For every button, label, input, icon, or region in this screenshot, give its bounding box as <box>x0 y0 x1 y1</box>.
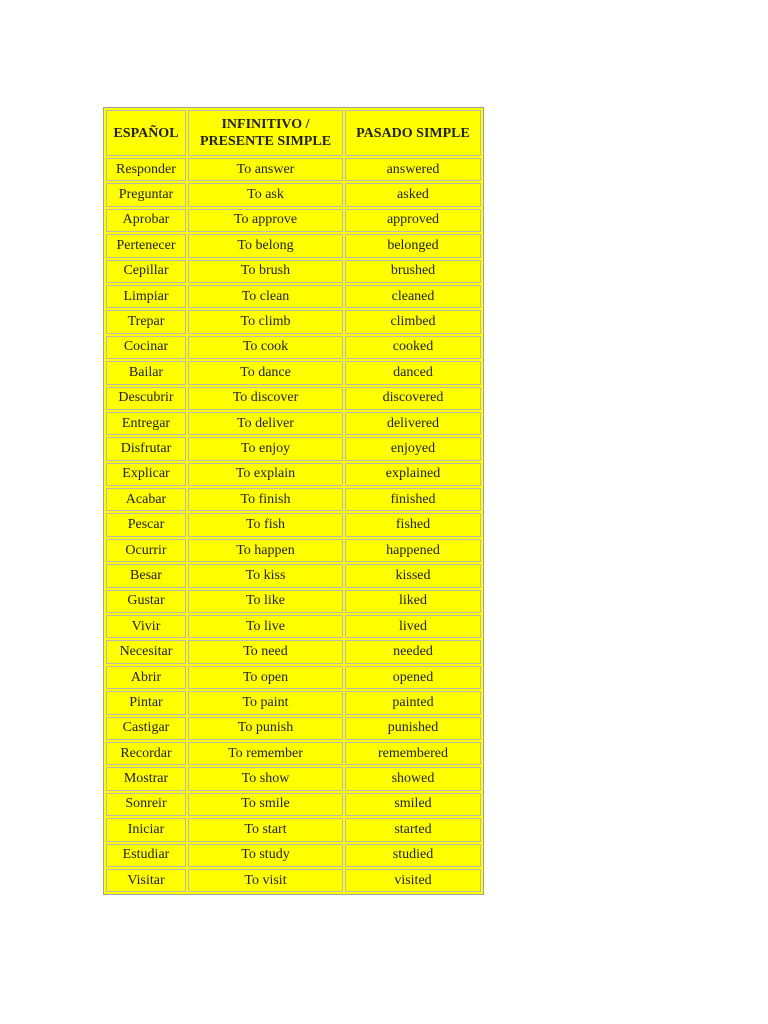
cell-infinitivo: To fish <box>188 513 343 536</box>
cell-pasado: kissed <box>345 564 481 587</box>
cell-pasado: liked <box>345 590 481 613</box>
cell-espanol: Aprobar <box>106 209 186 232</box>
table-row <box>106 742 481 765</box>
cell-infinitivo: To clean <box>188 285 343 308</box>
table-row <box>106 539 481 562</box>
cell-pasado: delivered <box>345 412 481 435</box>
table-row <box>106 310 481 333</box>
cell-pasado: climbed <box>345 310 481 333</box>
table-row <box>106 844 481 867</box>
cell-espanol: Pintar <box>106 691 186 714</box>
cell-pasado: showed <box>345 767 481 790</box>
table-row <box>106 717 481 740</box>
table-row <box>106 412 481 435</box>
cell-pasado: asked <box>345 183 481 206</box>
table-row <box>106 691 481 714</box>
cell-espanol: Preguntar <box>106 183 186 206</box>
verb-table <box>103 107 484 895</box>
cell-espanol: Mostrar <box>106 767 186 790</box>
cell-infinitivo: To punish <box>188 717 343 740</box>
cell-pasado: started <box>345 818 481 841</box>
cell-espanol: Responder <box>106 158 186 181</box>
cell-espanol: Limpiar <box>106 285 186 308</box>
cell-infinitivo: To show <box>188 767 343 790</box>
cell-espanol: Besar <box>106 564 186 587</box>
cell-espanol: Cocinar <box>106 336 186 359</box>
cell-infinitivo: To belong <box>188 234 343 257</box>
cell-infinitivo: To brush <box>188 260 343 283</box>
cell-espanol: Necesitar <box>106 640 186 663</box>
table-row <box>106 285 481 308</box>
cell-espanol: Explicar <box>106 463 186 486</box>
cell-infinitivo: To visit <box>188 869 343 892</box>
cell-infinitivo: To happen <box>188 539 343 562</box>
cell-infinitivo: To remember <box>188 742 343 765</box>
cell-infinitivo: To study <box>188 844 343 867</box>
table-row <box>106 640 481 663</box>
cell-pasado: finished <box>345 488 481 511</box>
cell-espanol: Iniciar <box>106 818 186 841</box>
cell-pasado: smiled <box>345 793 481 816</box>
cell-infinitivo: To paint <box>188 691 343 714</box>
cell-infinitivo: To climb <box>188 310 343 333</box>
cell-infinitivo: To enjoy <box>188 437 343 460</box>
cell-infinitivo: To dance <box>188 361 343 384</box>
cell-pasado: enjoyed <box>345 437 481 460</box>
table-row <box>106 767 481 790</box>
cell-espanol: Vivir <box>106 615 186 638</box>
cell-pasado: lived <box>345 615 481 638</box>
cell-pasado: visited <box>345 869 481 892</box>
cell-espanol: Descubrir <box>106 387 186 410</box>
cell-espanol: Gustar <box>106 590 186 613</box>
cell-infinitivo: To need <box>188 640 343 663</box>
table-row <box>106 488 481 511</box>
cell-infinitivo: To finish <box>188 488 343 511</box>
cell-espanol: Estudiar <box>106 844 186 867</box>
table-row <box>106 260 481 283</box>
cell-espanol: Castigar <box>106 717 186 740</box>
cell-pasado: approved <box>345 209 481 232</box>
cell-pasado: opened <box>345 666 481 689</box>
table-row <box>106 513 481 536</box>
cell-espanol: Disfrutar <box>106 437 186 460</box>
cell-infinitivo: To kiss <box>188 564 343 587</box>
cell-infinitivo: To start <box>188 818 343 841</box>
cell-pasado: danced <box>345 361 481 384</box>
cell-pasado: happened <box>345 539 481 562</box>
cell-infinitivo: To approve <box>188 209 343 232</box>
table-body <box>106 158 481 892</box>
table-row <box>106 869 481 892</box>
cell-espanol: Recordar <box>106 742 186 765</box>
cell-espanol: Trepar <box>106 310 186 333</box>
cell-infinitivo: To smile <box>188 793 343 816</box>
table-row <box>106 234 481 257</box>
cell-pasado: explained <box>345 463 481 486</box>
cell-infinitivo: To ask <box>188 183 343 206</box>
cell-espanol: Pescar <box>106 513 186 536</box>
cell-infinitivo: To explain <box>188 463 343 486</box>
table-header <box>106 110 481 156</box>
cell-pasado: needed <box>345 640 481 663</box>
cell-pasado: studied <box>345 844 481 867</box>
cell-espanol: Visitar <box>106 869 186 892</box>
cell-espanol: Bailar <box>106 361 186 384</box>
table-row <box>106 666 481 689</box>
cell-infinitivo: To answer <box>188 158 343 181</box>
cell-espanol: Acabar <box>106 488 186 511</box>
table-row <box>106 615 481 638</box>
cell-pasado: fished <box>345 513 481 536</box>
table-row <box>106 437 481 460</box>
table-row <box>106 463 481 486</box>
header-row <box>106 110 481 156</box>
table-row <box>106 564 481 587</box>
cell-infinitivo: To live <box>188 615 343 638</box>
cell-pasado: cooked <box>345 336 481 359</box>
cell-infinitivo: To deliver <box>188 412 343 435</box>
cell-infinitivo: To cook <box>188 336 343 359</box>
table-row <box>106 183 481 206</box>
table-row <box>106 361 481 384</box>
cell-infinitivo: To open <box>188 666 343 689</box>
cell-pasado: discovered <box>345 387 481 410</box>
cell-espanol: Sonreir <box>106 793 186 816</box>
header-espanol: ESPAÑOL <box>106 110 186 156</box>
cell-pasado: painted <box>345 691 481 714</box>
header-infinitivo: INFINITIVO / PRESENTE SIMPLE <box>188 110 343 156</box>
cell-espanol: Ocurrir <box>106 539 186 562</box>
cell-pasado: belonged <box>345 234 481 257</box>
cell-pasado: answered <box>345 158 481 181</box>
cell-infinitivo: To discover <box>188 387 343 410</box>
cell-pasado: punished <box>345 717 481 740</box>
table-row <box>106 336 481 359</box>
table-row <box>106 590 481 613</box>
cell-pasado: remembered <box>345 742 481 765</box>
header-pasado: PASADO SIMPLE <box>345 110 481 156</box>
cell-espanol: Pertenecer <box>106 234 186 257</box>
cell-pasado: brushed <box>345 260 481 283</box>
table-row <box>106 209 481 232</box>
cell-espanol: Entregar <box>106 412 186 435</box>
cell-espanol: Abrir <box>106 666 186 689</box>
cell-espanol: Cepillar <box>106 260 186 283</box>
cell-pasado: cleaned <box>345 285 481 308</box>
table-row <box>106 818 481 841</box>
table-row <box>106 387 481 410</box>
table-row <box>106 793 481 816</box>
cell-infinitivo: To like <box>188 590 343 613</box>
table-row <box>106 158 481 181</box>
